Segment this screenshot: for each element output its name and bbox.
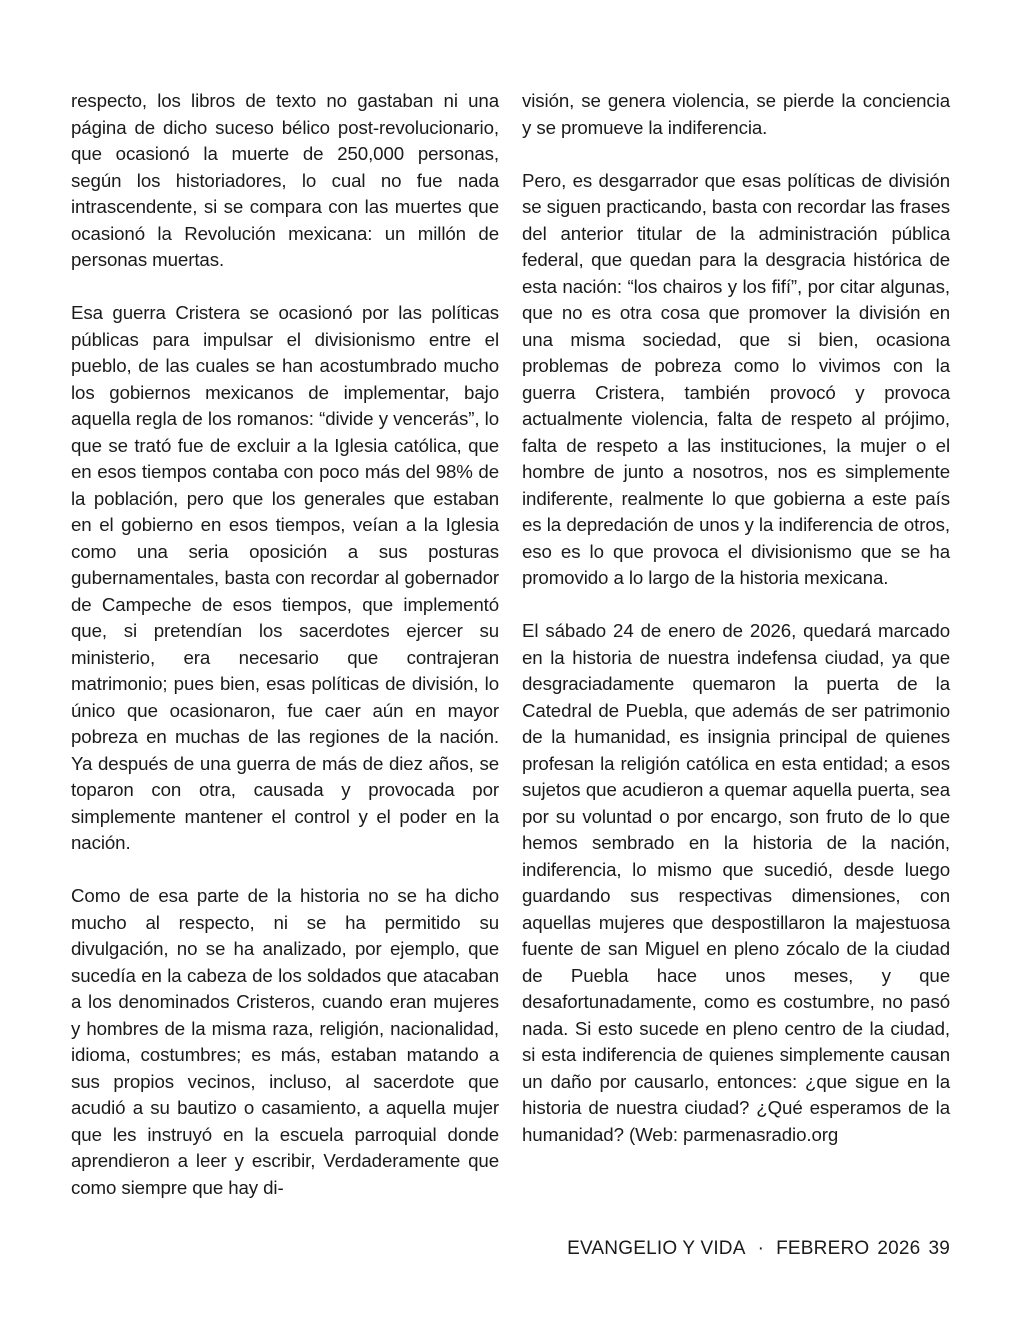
issue-month: FEBRERO — [776, 1238, 870, 1259]
paragraph: Pero, es desgarrador que esas políticas de división se siguen practicando, basta con recordar las frases del anterior titular de la administración pública federal, que quedan para la desgracia histórica de esta nación: “los chairos y los fifí”, por citar algunas, que no es otra cosa que promover la división en una misma sociedad, que si bien, ocasiona problemas de pobreza como lo vivimos con la guerra Cristera, también provocó y provoca actualmente violencia, falta de respeto al prójimo, falta de respeto a las instituciones, la mujer o el hombre de junto a nosotros, nos es simplemente indiferente, realmente lo que gobierna a este país es la depredación de unos y la indiferencia de otros, eso es lo que provoca el divisionismo que se ha promovido a lo largo de la historia mexicana. — [522, 169, 950, 588]
paragraph: El sábado 24 de enero de 2026, quedará marcado en la historia de nuestra indefensa ciudad, ya que desgraciadamente quemaron la puerta de la Catedral de Puebla, que además de ser patrimonio de la humanidad, es insignia principal de quienes profesan la religión católica en esta entidad; a esos sujetos que acudieron a quemar aquella puerta, sea por su voluntad o por encargo, son fruto de lo que hemos sembrado en la historia de la nación, indiferencia, lo mismo que sucedió, desde luego guardando sus respectivas dimensiones, con aquellas mujeres que despostillaron la majestuosa fuente de san Miguel en pleno zócalo de la ciudad de Puebla hace unos meses, y que desafortunadamente, como es costumbre, no pasó nada. Si esto sucede en pleno centro de la ciudad, si esta indiferencia de quienes simplemente causan un daño por causarlo, entonces: ¿que sigue en la historia de nuestra ciudad? ¿Qué esperamos de la humanidad? (Web: parmenasradio.org — [522, 620, 950, 1145]
article-body — [71, 88, 950, 1228]
column-left — [71, 88, 499, 1228]
footer-separator: · — [757, 1238, 765, 1259]
paragraph: respecto, los libros de texto no gastaban ni una página de dicho suceso bélico post-revolucionario, que ocasionó la muerte de 250,000 personas, según los historiadores, lo cual no fue nada intrascendente, si se compara con las muertes que ocasionó la Revolución mexicana: un millón de personas muertas. — [71, 90, 499, 270]
issue-year: 2026 — [877, 1238, 921, 1259]
page-footer — [567, 1236, 950, 1262]
paragraph: Esa guerra Cristera se ocasionó por las políticas públicas para impulsar el divisionismo entre el pueblo, de las cuales se han acostumbrado mucho los gobiernos mexicanos de implementar, bajo aquella regla de los romanos: “divide y vencerás”, lo que se trató fue de excluir a la Iglesia católica, que en esos tiempos contaba con poco más del 98% de la población, pero que los generales que estaban en el gobierno en esos tiempos, veían a la Iglesia como una seria oposición a sus posturas gubernamentales, basta con recordar al gobernador de Campeche de esos tiempos, que implementó que, si pretendían los sacerdotes ejercer su ministerio, era necesario que contrajeran matrimonio; pues bien, esas políticas de división, lo único que ocasionaron, fue caer aún en mayor pobreza en muchas de las regiones de la nación. Ya después de una guerra de más de diez años, se toparon con otra, causada y provocada por simplemente mantener el control y el poder en la nación. — [71, 302, 499, 853]
page-number: 39 — [928, 1238, 950, 1259]
paragraph: Como de esa parte de la historia no se ha dicho mucho al respecto, ni se ha permitido su divulgación, no se ha analizado, por ejemplo, que sucedía en la cabeza de los soldados que atacaban a los denominados Cristeros, cuando eran mujeres y hombres de la misma raza, religión, nacionalidad, idioma, costumbres; es más, estaban matando a sus propios vecinos, incluso, al sacerdote que acudió a su bautizo o casamiento, a aquella mujer que les instruyó en la escuela parroquial donde aprendieron a leer y escribir, Verdaderamente que como siempre que hay di- — [71, 885, 499, 1198]
paragraph: visión, se genera violencia, se pierde la conciencia y se promueve la indiferencia. — [522, 90, 950, 138]
column-right — [522, 88, 950, 1228]
publication-name: EVANGELIO Y VIDA — [567, 1238, 746, 1259]
